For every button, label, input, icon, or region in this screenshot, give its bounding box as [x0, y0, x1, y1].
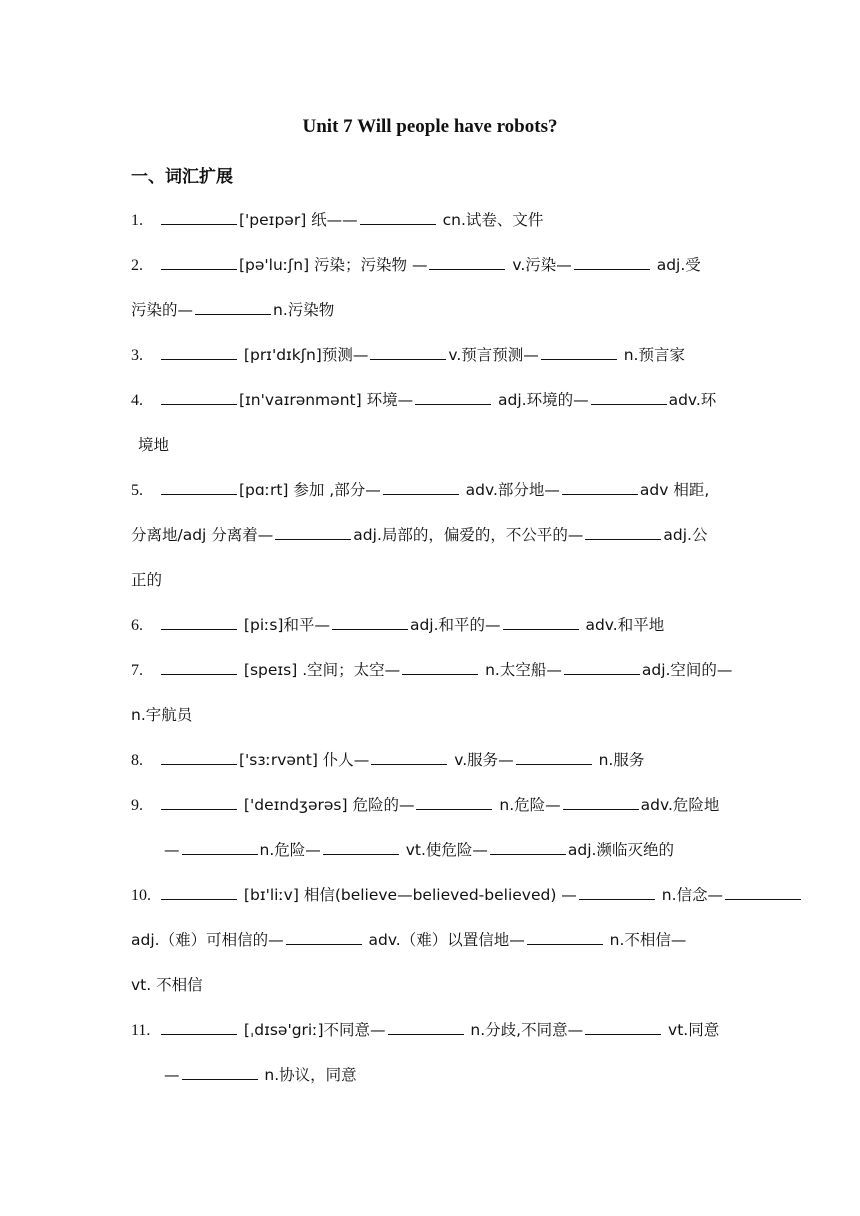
- item-number: 3.: [131, 347, 143, 364]
- answer-blank[interactable]: [332, 615, 408, 630]
- item-text: [prɪ'dɪkʃn]预测—: [239, 346, 369, 364]
- answer-blank[interactable]: [286, 930, 362, 945]
- vocab-line: [131, 388, 731, 410]
- answer-blank[interactable]: [591, 390, 667, 405]
- answer-blank[interactable]: [415, 390, 491, 405]
- item-number: 1.: [131, 212, 143, 229]
- item-text: n.协议，同意: [259, 1066, 357, 1084]
- answer-blank[interactable]: [182, 840, 258, 855]
- vocab-line: [131, 613, 731, 635]
- item-text: n.不相信—: [604, 931, 687, 949]
- answer-blank[interactable]: [416, 795, 492, 810]
- answer-blank[interactable]: [541, 345, 617, 360]
- item-text: adj.（难）可相信的—: [131, 931, 284, 949]
- item-text: n.危险—: [494, 796, 561, 814]
- answer-blank[interactable]: [323, 840, 399, 855]
- vocab-line: [131, 523, 731, 545]
- item-text: n.服务: [593, 751, 645, 769]
- answer-blank[interactable]: [527, 930, 603, 945]
- item-text: —: [164, 841, 180, 859]
- answer-blank[interactable]: [402, 660, 478, 675]
- answer-blank[interactable]: [161, 480, 237, 495]
- answer-blank[interactable]: [490, 840, 566, 855]
- answer-blank[interactable]: [371, 750, 447, 765]
- answer-blank[interactable]: [370, 345, 446, 360]
- answer-blank[interactable]: [388, 1020, 464, 1035]
- item-text: [pɑːrt] 参加 ,部分—: [239, 481, 381, 499]
- answer-blank[interactable]: [161, 660, 237, 675]
- vocab-line: [131, 748, 731, 770]
- item-text: [bɪ'liːv] 相信(believe—believed-believed) —: [239, 886, 577, 904]
- item-text: adj.局部的，偏爱的，不公平的—: [353, 526, 584, 544]
- item-number: 11.: [131, 1022, 151, 1039]
- vocab-line: [131, 1018, 731, 1040]
- answer-blank[interactable]: [429, 255, 505, 270]
- item-text: 分离地/adj 分离着—: [131, 526, 274, 544]
- answer-blank[interactable]: [503, 615, 579, 630]
- item-text: adj.环境的—: [493, 391, 589, 409]
- vocab-line: [138, 433, 738, 455]
- item-text: n.信念—: [656, 886, 723, 904]
- item-number: 6.: [131, 617, 143, 634]
- vocab-line: [131, 568, 731, 590]
- answer-blank[interactable]: [161, 795, 237, 810]
- vocab-line: [131, 883, 731, 905]
- item-text: 境地: [138, 436, 170, 454]
- item-text: [piːs]和平—: [239, 616, 330, 634]
- item-text: adv.部分地—: [460, 481, 560, 499]
- item-text: adj.濒临灭绝的: [567, 841, 674, 859]
- answer-blank[interactable]: [161, 615, 237, 630]
- answer-blank[interactable]: [161, 210, 237, 225]
- item-text: [ˌdɪsə'griː]不同意—: [239, 1021, 386, 1039]
- answer-blank[interactable]: [563, 795, 639, 810]
- item-text: vt.同意: [663, 1021, 720, 1039]
- item-number: 9.: [131, 797, 143, 814]
- answer-blank[interactable]: [161, 255, 237, 270]
- vocab-line: [131, 343, 731, 365]
- answer-blank[interactable]: [564, 660, 640, 675]
- item-text: adj.和平的—: [409, 616, 501, 634]
- item-text: n.污染物: [273, 301, 335, 319]
- vocab-line: [164, 838, 764, 860]
- vocab-line: [131, 793, 731, 815]
- answer-blank[interactable]: [195, 300, 271, 315]
- answer-blank[interactable]: [562, 480, 638, 495]
- item-text: adv.环: [668, 391, 717, 409]
- vocab-line: [164, 1063, 764, 1085]
- item-text: adv 相距,: [639, 481, 710, 499]
- answer-blank[interactable]: [161, 1020, 237, 1035]
- page-title: Unit 7 Will people have robots?: [302, 116, 558, 137]
- answer-blank[interactable]: [161, 750, 237, 765]
- item-number: 5.: [131, 482, 143, 499]
- vocab-line: [131, 703, 731, 725]
- answer-blank[interactable]: [579, 885, 655, 900]
- item-text: v.污染—: [507, 256, 572, 274]
- item-text: n.太空船—: [480, 661, 562, 679]
- vocab-line: [131, 253, 731, 275]
- item-text: adj.空间的—: [641, 661, 733, 679]
- answer-blank[interactable]: [725, 885, 801, 900]
- item-text: adv.（难）以置信地—: [363, 931, 525, 949]
- answer-blank[interactable]: [161, 390, 237, 405]
- section-heading: 一、词汇扩展: [131, 167, 233, 187]
- item-text: adj.公: [663, 526, 708, 544]
- answer-blank[interactable]: [182, 1065, 258, 1080]
- item-text: ['peɪpər] 纸——: [239, 211, 358, 229]
- item-text: 污染的—: [131, 301, 194, 319]
- answer-blank[interactable]: [275, 525, 351, 540]
- item-text: v.服务—: [449, 751, 514, 769]
- item-text: —: [164, 1066, 180, 1084]
- item-number: 10.: [131, 887, 151, 904]
- answer-blank[interactable]: [161, 345, 237, 360]
- item-text: n.分歧,不同意—: [465, 1021, 584, 1039]
- item-text: ['deɪndʒərəs] 危险的—: [239, 796, 415, 814]
- item-number: 7.: [131, 662, 143, 679]
- item-text: cn.试卷、文件: [437, 211, 544, 229]
- answer-blank[interactable]: [360, 210, 436, 225]
- answer-blank[interactable]: [516, 750, 592, 765]
- item-number: 2.: [131, 257, 143, 274]
- answer-blank[interactable]: [585, 525, 661, 540]
- vocab-line: [131, 928, 731, 950]
- item-text: vt.使危险—: [400, 841, 488, 859]
- item-text: [speɪs] .空间；太空—: [239, 661, 401, 679]
- answer-blank[interactable]: [585, 1020, 661, 1035]
- item-text: [pə'luːʃn] 污染；污染物 —: [239, 256, 428, 274]
- vocab-line: [131, 478, 731, 500]
- item-number: 8.: [131, 752, 143, 769]
- vocab-line: [131, 973, 731, 995]
- item-text: ['sɜːrvənt] 仆人—: [239, 751, 370, 769]
- item-text: 正的: [131, 571, 163, 589]
- item-text: vt. 不相信: [131, 976, 203, 994]
- item-text: adj.受: [651, 256, 701, 274]
- item-text: adv.和平地: [580, 616, 665, 634]
- item-text: v.预言预测—: [448, 346, 539, 364]
- item-text: n.宇航员: [131, 706, 193, 724]
- vocab-line: [131, 298, 731, 320]
- item-text: n.预言家: [618, 346, 685, 364]
- answer-blank[interactable]: [574, 255, 650, 270]
- item-text: adv.危险地: [640, 796, 720, 814]
- answer-blank[interactable]: [161, 885, 237, 900]
- item-text: n.危险—: [259, 841, 321, 859]
- vocab-line: [131, 658, 731, 680]
- item-number: 4.: [131, 392, 143, 409]
- item-text: [ɪn'vaɪrənmənt] 环境—: [239, 391, 414, 409]
- answer-blank[interactable]: [383, 480, 459, 495]
- vocab-line: [131, 208, 731, 230]
